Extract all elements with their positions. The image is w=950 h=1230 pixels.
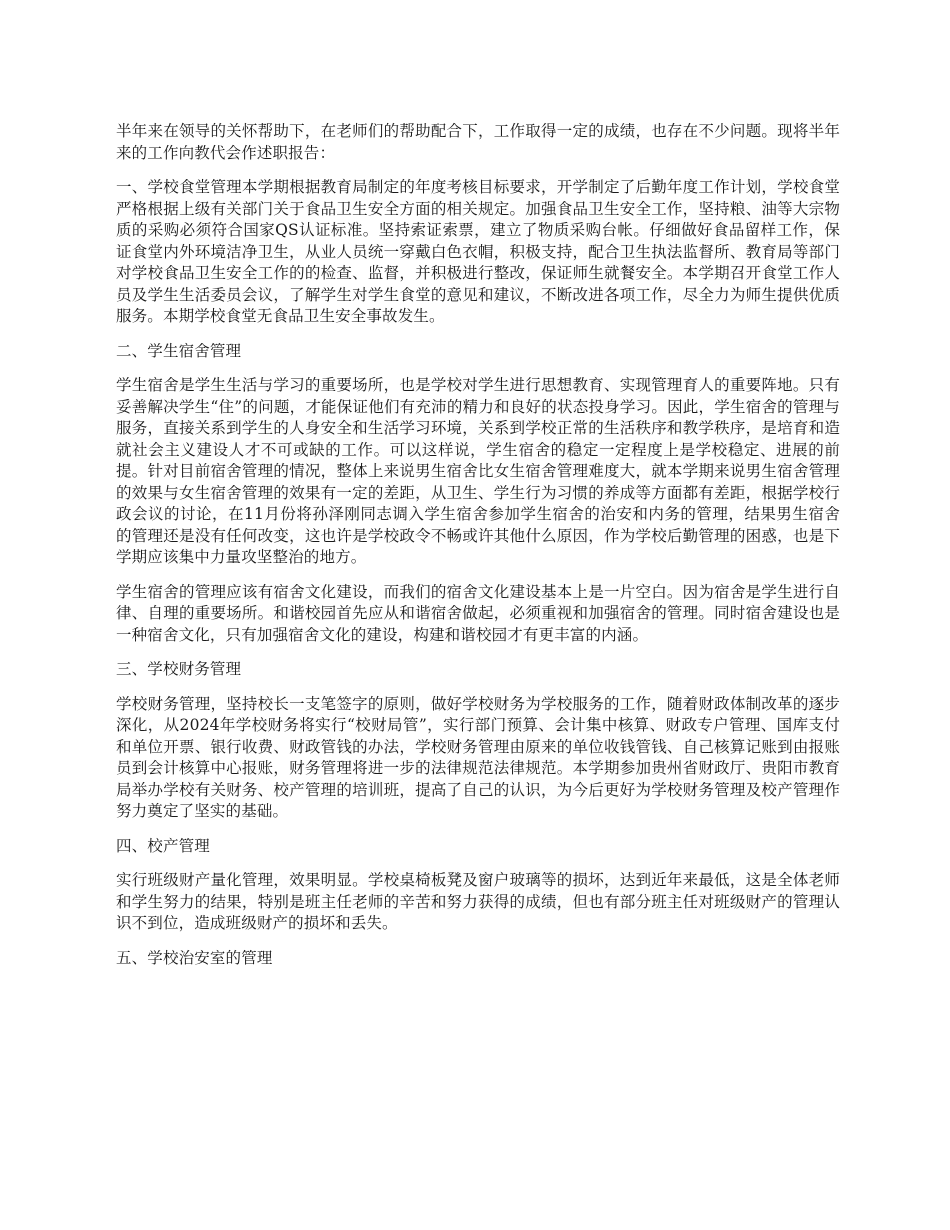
section5-heading: 五、学校治安室的管理 — [116, 948, 273, 967]
document-body — [116, 121, 840, 982]
section2-paragraph-1: 学生宿舍是学生生活与学习的重要场所，也是学校对学生进行思想教育、实现管理育人的重要阵地。只有妥善解决学生“住”的问题，才能保证他们有充沛的精力和良好的状态投身学习。因此，学生宿舍的管理与服务，直接关系到学生的人身安全和生活学习环境，关系到学校正常的生活秩序和教学秩序，是培育和造就社会主义建设人才不可或缺的工作。可以这样说，学生宿舍的稳定一定程度上是学校稳定、进展的前提。针对目前宿舍管理的情况，整体上来说男生宿舍比女生宿舍管理难度大，就本学期来说男生宿舍管理的效果与女生宿舍管理的效果有一定的差距，从卫生、学生行为习惯的养成等方面都有差距，根据学校行政会议的讨论，在11月份将孙泽刚同志调入学生宿舍参加学生宿舍的治安和内务的管理，结果男生宿舍的管理还是没有任何改变，这也许是学校政令不畅或许其他什么原因，作为学校后勤管理的困惑，也是下学期应该集中力量攻坚整治的地方。 — [116, 376, 840, 566]
section2-heading: 二、学生宿舍管理 — [116, 341, 242, 360]
section4-heading: 四、校产管理 — [116, 836, 210, 855]
section4-paragraph: 实行班级财产量化管理，效果明显。学校桌椅板凳及窗户玻璃等的损坏，达到近年来最低，这是全体老师和学生努力的结果，特别是班主任老师的辛苦和努力获得的成绩，但也有部分班主任对班级财产的管理认识不到位，造成班级财产的损坏和丢失。 — [116, 871, 840, 932]
section3-paragraph: 学校财务管理，坚持校长一支笔签字的原则，做好学校财务为学校服务的工作，随着财政体制改革的逐步深化，从2024年学校财务将实行“校财局管”，实行部门预算、会计集中核算、财政专户管理、国库支付和单位开票、银行收费、财政管钱的办法，学校财务管理由原来的单位收钱管钱、自己核算记账到由报账员到会计核算中心报账，财务管理将进一步的法律规范法律规范。本学期参加贵州省财政厅、贵阳市教育局举办学校有关财务、校产管理的培训班，提高了自己的认识，为今后更好为学校财务管理及校产管理作努力奠定了坚实的基础。 — [116, 694, 840, 820]
intro-paragraph: 半年来在领导的关怀帮助下，在老师们的帮助配合下，工作取得一定的成绩，也存在不少问题。现将半年来的工作向教代会作述职报告： — [116, 122, 840, 162]
section2-paragraph-2: 学生宿舍的管理应该有宿舍文化建设，而我们的宿舍文化建设基本上是一片空白。因为宿舍是学生进行自律、自理的重要场所。和谐校园首先应从和谐宿舍做起，必须重视和加强宿舍的管理。同时宿舍建设也是一种宿舍文化，只有加强宿舍文化的建设，构建和谐校园才有更丰富的内涵。 — [116, 582, 840, 644]
section3-heading: 三、学校财务管理 — [116, 660, 242, 678]
section1-paragraph: 一、学校食堂管理本学期根据教育局制定的年度考核目标要求，开学制定了后勤年度工作计划，学校食堂严格根据上级有关部门关于食品卫生安全方面的相关规定。加强食品卫生安全工作，坚持粮、油等大宗物质的采购必须符合国家QS认证标准。坚持索证索票，建立了物质采购台帐。仔细做好食品留样工作，保证食堂内外环境洁净卫生，从业人员统一穿戴白色衣帽，积极支持，配合卫生执法监督所、教育局等部门对学校食品卫生安全工作的的检查、监督，并积极进行整改，保证师生就餐安全。本学期召开食堂工作人员及学生生活委员会议，了解学生对学生食堂的意见和建议，不断改进各项工作，尽全力为师生提供优质服务。本期学校食堂无食品卫生安全事故发生。 — [116, 178, 840, 325]
